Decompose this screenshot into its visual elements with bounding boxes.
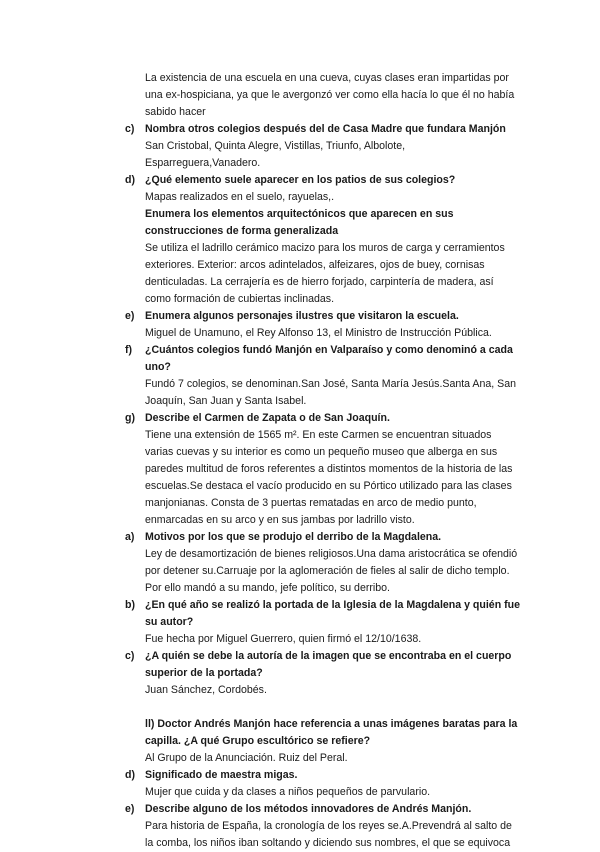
- qa-item: [125, 597, 521, 648]
- qa-item: [125, 121, 520, 172]
- item-marker: b): [125, 599, 135, 611]
- answer-text: Al Grupo de la Anunciación. Ruiz del Peral.: [145, 752, 348, 764]
- intro-paragraph: La existencia de una escuela en una cueva, cuyas clases eran impartidas por una ex-hospiciana, ya que le avergonzó ver como ella hacía lo que él no había sabido hacer: [145, 72, 515, 118]
- question-text: Enumera los elementos arquitectónicos que aparecen en sus construcciones de forma generalizada: [145, 208, 454, 237]
- question-text: Describe el Carmen de Zapata o de San Joaquín.: [145, 412, 390, 424]
- answer-text: Juan Sánchez, Cordobés.: [145, 684, 267, 696]
- item-marker: c): [125, 650, 135, 662]
- answer-text: Se utiliza el ladrillo cerámico macizo para los muros de carga y cerramientos exteriores. Exterior: arcos adintelados, alfeizares, ojos de buey, cornisas denticuladas. La cerrajería es de hierro forjado, carpintería de madera, así como formación de cubiertas inclinadas.: [145, 242, 505, 305]
- question-text: ¿Cuántos colegios fundó Manjón en Valparaíso y como denominó a cada uno?: [145, 344, 513, 373]
- item-marker: a): [125, 531, 135, 543]
- qa-item: [125, 648, 520, 699]
- question-text: Nombra otros colegios después del de Casa Madre que fundara Manjón: [145, 123, 506, 135]
- question-text: ¿A quién se debe la autoría de la imagen que se encontraba en el cuerpo superior de la portada?: [145, 650, 512, 679]
- qa-item: [125, 801, 520, 852]
- answer-text: Fue hecha por Miguel Guerrero, quien firmó el 12/10/1638.: [145, 633, 422, 645]
- question-text: Enumera algunos personajes ilustres que visitaron la escuela.: [145, 310, 459, 322]
- answer-text: San Cristobal, Quinta Alegre, Vistillas, Triunfo, Albolote, Esparreguera,Vanadero.: [145, 140, 406, 169]
- qa-item: [125, 410, 520, 529]
- question-text: Motivos por los que se produjo el derribo de la Magdalena.: [145, 531, 442, 543]
- question-text: Significado de maestra migas.: [145, 769, 298, 781]
- answer-text: Tiene una extensión de 1565 m². En este Carmen se encuentran situados varias cuevas y su interior es como un pequeño museo que alberga en sus paredes multitud de foros referentes a distintos momentos de la historia de las escuelas.Se destaca el vacío producido en su Pórtico utilizado para las clases manjonianas. Consta de 3 puertas rematadas en arco de medio punto, enmarcadas en su arco y en sus jambas por ladrillo visto.: [145, 429, 513, 526]
- blank-line: [0, 699, 600, 716]
- qa-item: [125, 529, 520, 597]
- question-text: ll) Doctor Andrés Manjón hace referencia a unas imágenes baratas para la capilla. ¿A qué Grupo escultórico se refiere?: [145, 718, 518, 747]
- qa-item: [125, 308, 520, 342]
- question-text: ¿Qué elemento suele aparecer en los patios de sus colegios?: [145, 174, 456, 186]
- answer-text: Ley de desamortización de bienes religiosos.Una dama aristocrática se ofendió por detener su.Carruaje por la aglomeración de fieles al salir de dicho templo. Por ello mandó a su mando, jefe político, su derribo.: [145, 548, 518, 594]
- item-marker: d): [125, 769, 135, 781]
- document-body: [0, 70, 600, 852]
- qa-item: [125, 172, 520, 206]
- item-marker: g): [125, 412, 135, 424]
- answer-text: Fundó 7 colegios, se denominan.San José, Santa María Jesús.Santa Ana, San Joaquín, San Juan y Santa Isabel.: [145, 378, 517, 407]
- item-marker: e): [125, 310, 135, 322]
- item-marker: c): [125, 123, 135, 135]
- item-marker: d): [125, 174, 135, 186]
- qa-item: [145, 206, 520, 308]
- answer-text: Miguel de Unamuno, el Rey Alfonso 13, el Ministro de Instrucción Pública.: [145, 327, 492, 339]
- item-marker: f): [125, 344, 133, 356]
- question-text: Describe alguno de los métodos innovadores de Andrés Manjón.: [145, 803, 472, 815]
- qa-item-ll: [145, 716, 520, 767]
- answer-text: Para historia de España, la cronología de los reyes se.A.Prevendrá al salto de la comba, los niños iban soltando y diciendo sus nombres, el que se equivoca: [145, 820, 512, 849]
- answer-text: Mapas realizados en el suelo, rayuelas,.: [145, 191, 335, 203]
- qa-item: [125, 767, 520, 801]
- question-text: ¿En qué año se realizó la portada de la Iglesia de la Magdalena y quién fue su autor?: [145, 599, 521, 628]
- answer-text: Mujer que cuida y da clases a niños pequeños de parvulario.: [145, 786, 431, 798]
- item-marker: e): [125, 803, 135, 815]
- qa-item: [125, 342, 520, 410]
